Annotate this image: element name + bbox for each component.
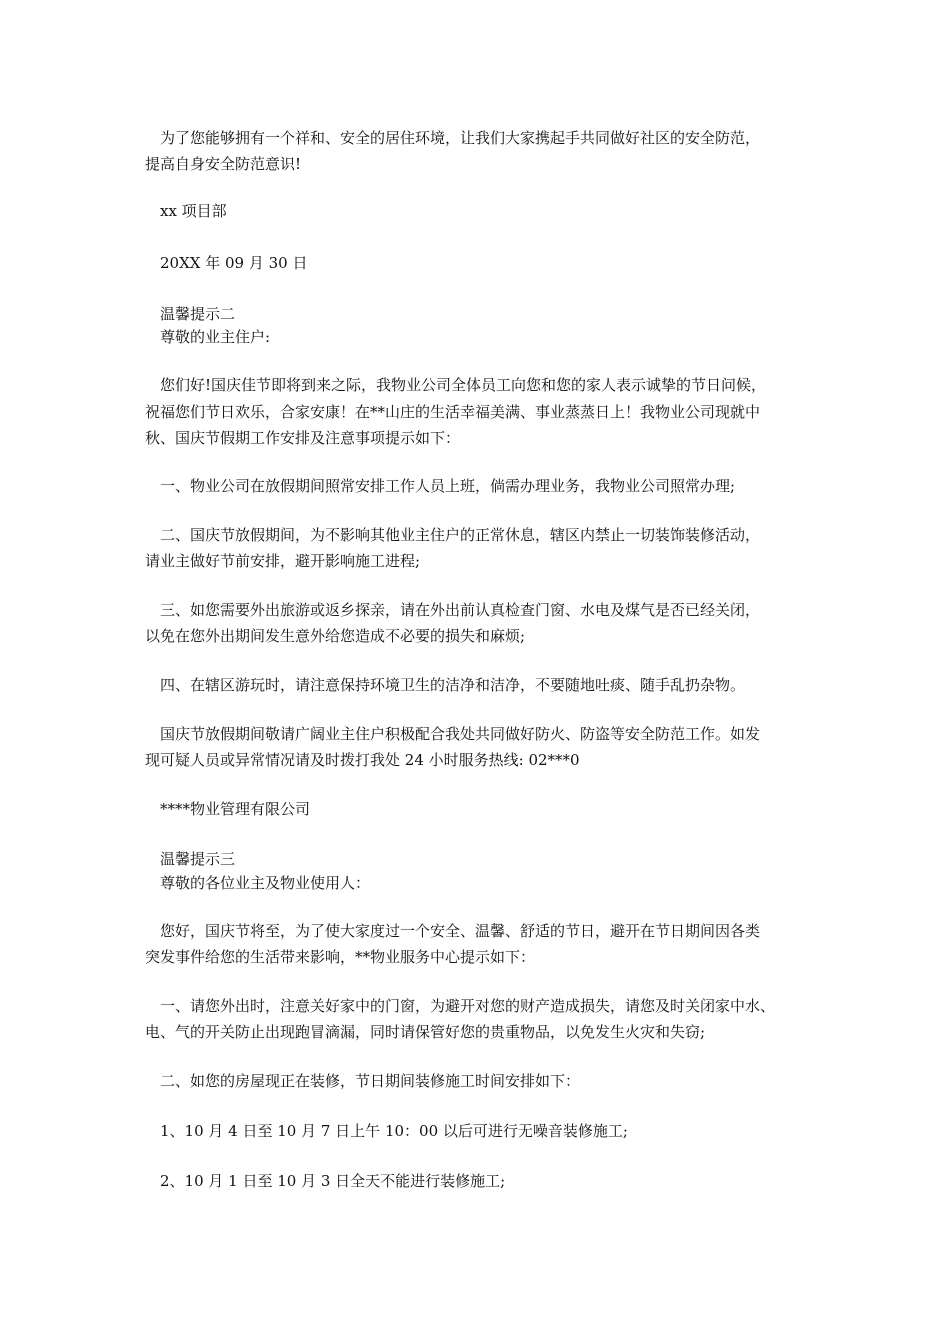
notice-two-heading: 温馨提示二 xyxy=(160,305,236,323)
notice-two-paragraph-line: 祝福您们节日欢乐，合家安康！在**山庄的生活幸福美满、事业蒸蒸日上！我物业公司现就中 xyxy=(145,403,761,421)
notice-three-item-one-line: 一、请您外出时，注意关好家中的门窗，为避开对您的财产造成损失，请您及时关闭家中水、 xyxy=(160,997,776,1015)
signature-date: 20XX 年 09 月 30 日 xyxy=(160,254,308,272)
notice-three-item-two: 二、如您的房屋现正在装修，节日期间装修施工时间安排如下： xyxy=(160,1072,581,1090)
notice-two-item-four: 四、在辖区游玩时，请注意保持环境卫生的洁净和洁净，不要随地吐痰、随手乱扔杂物。 xyxy=(160,676,746,694)
notice-two-closing-line: 国庆节放假期间敬请广阔业主住户积极配合我处共同做好防火、防盗等安全防范工作。如发 xyxy=(160,725,761,743)
schedule-item-one: 1、10 月 4 日至 10 月 7 日上午 10：00 以后可进行无噪音装修施工; xyxy=(160,1122,628,1140)
intro-paragraph-line: 为了您能够拥有一个祥和、安全的居住环境，让我们大家携起手共同做好社区的安全防范， xyxy=(160,129,761,147)
notice-two-item-two-line: 请业主做好节前安排，避开影响施工进程; xyxy=(145,552,421,570)
notice-two-paragraph-line: 您们好!国庆佳节即将到来之际，我物业公司全体员工向您和您的家人表示诚挚的节日问候， xyxy=(160,376,767,394)
notice-two-item-three-line: 以免在您外出期间发生意外给您造成不必要的损失和麻烦; xyxy=(145,627,526,645)
notice-three-item-one-line: 电、气的开关防止出现跑冒滴漏，同时请保管好您的贵重物品，以免发生火灾和失窃; xyxy=(145,1023,706,1041)
project-department-signature: xx 项目部 xyxy=(160,202,227,220)
notice-three-paragraph-line: 您好，国庆节将至，为了使大家度过一个安全、温馨、舒适的节日，避开在节日期间因各类 xyxy=(160,922,761,940)
notice-two-item-one: 一、物业公司在放假期间照常安排工作人员上班，倘需办理业务，我物业公司照常办理; xyxy=(160,477,736,495)
notice-three-salutation: 尊敬的各位业主及物业使用人： xyxy=(160,874,371,892)
notice-three-paragraph-line: 突发事件给您的生活带来影响，**物业服务中心提示如下： xyxy=(145,948,536,966)
notice-two-salutation: 尊敬的业主住户: xyxy=(160,328,271,346)
notice-two-closing-line: 现可疑人员或异常情况请及时拨打我处 24 小时服务热线: 02***0 xyxy=(145,751,580,769)
company-signature: ****物业管理有限公司 xyxy=(160,800,311,818)
intro-paragraph-line: 提高自身安全防范意识! xyxy=(145,155,302,173)
notice-two-item-two-line: 二、国庆节放假期间，为不影响其他业主住户的正常休息，辖区内禁止一切装饰装修活动， xyxy=(160,526,761,544)
notice-three-heading: 温馨提示三 xyxy=(160,850,236,868)
notice-two-paragraph-line: 秋、国庆节假期工作安排及注意事项提示如下： xyxy=(145,429,461,447)
notice-two-item-three-line: 三、如您需要外出旅游或返乡探亲，请在外出前认真检查门窗、水电及煤气是否已经关闭， xyxy=(160,601,761,619)
schedule-item-two: 2、10 月 1 日至 10 月 3 日全天不能进行装修施工; xyxy=(160,1172,506,1190)
